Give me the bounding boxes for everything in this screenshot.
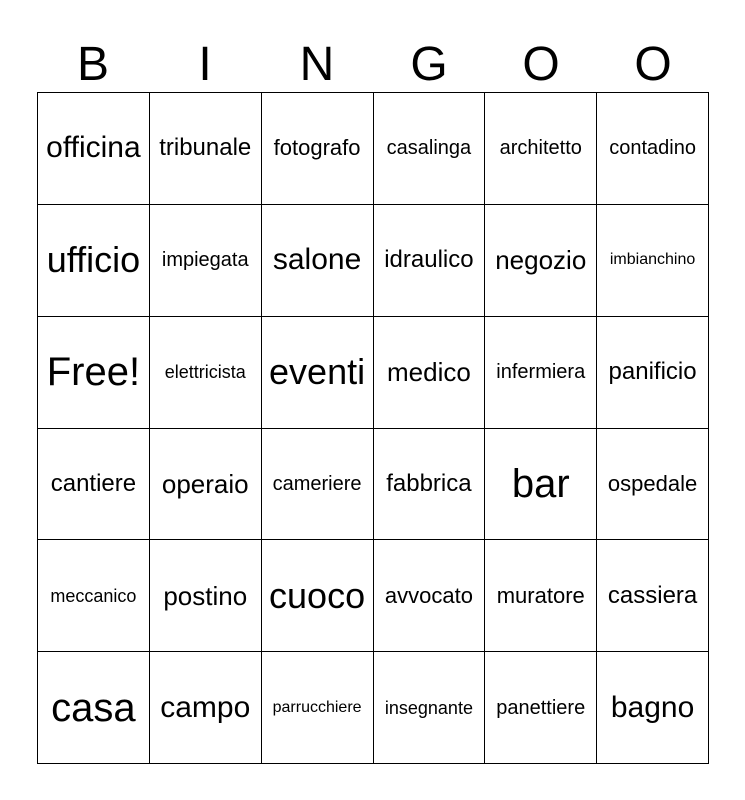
header-letter-n: N	[299, 38, 335, 91]
bingo-cell[interactable]: campo	[150, 652, 262, 764]
bingo-cell[interactable]: idraulico	[374, 205, 486, 317]
bingo-cell[interactable]: panettiere	[485, 652, 597, 764]
bingo-cell[interactable]: eventi	[262, 317, 374, 429]
bingo-cell[interactable]: parrucchiere	[262, 652, 374, 764]
bingo-cell[interactable]: panificio	[597, 317, 709, 429]
bingo-cell[interactable]: casa	[38, 652, 150, 764]
bingo-cell[interactable]: tribunale	[150, 93, 262, 205]
bingo-cell[interactable]: bar	[485, 429, 597, 541]
bingo-cell[interactable]: insegnante	[374, 652, 486, 764]
bingo-cell[interactable]: operaio	[150, 429, 262, 541]
bingo-cell[interactable]: impiegata	[150, 205, 262, 317]
bingo-cell[interactable]: camerie​re	[262, 429, 374, 541]
bingo-board	[37, 92, 709, 764]
header-letter-b: B	[76, 38, 109, 91]
bingo-cell[interactable]: cassiera	[597, 540, 709, 652]
header-letter-o: O	[522, 38, 560, 91]
bingo-cell[interactable]: imbianchino	[597, 205, 709, 317]
bingo-cell[interactable]: ufficio	[38, 205, 150, 317]
bingo-cell[interactable]: cuoco	[262, 540, 374, 652]
bingo-header	[37, 38, 709, 92]
bingo-cell[interactable]: fabbrica	[374, 429, 486, 541]
bingo-cell[interactable]: salone	[262, 205, 374, 317]
header-letter-o-2: O	[634, 38, 672, 91]
bingo-cell[interactable]: medico	[374, 317, 486, 429]
bingo-cell[interactable]: negozio	[485, 205, 597, 317]
bingo-cell[interactable]: elettricista	[150, 317, 262, 429]
bingo-cell[interactable]: fotografo	[262, 93, 374, 205]
bingo-cell[interactable]: casalinga	[374, 93, 486, 205]
bingo-cell-free[interactable]: Free!	[38, 317, 150, 429]
header-letter-i: I	[198, 38, 212, 91]
bingo-cell[interactable]: bagno	[597, 652, 709, 764]
bingo-cell[interactable]: avvocato	[374, 540, 486, 652]
bingo-cell[interactable]: cantiere	[38, 429, 150, 541]
bingo-cell[interactable]: architetto	[485, 93, 597, 205]
bingo-cell[interactable]: ospedale	[597, 429, 709, 541]
bingo-cell[interactable]: muratore	[485, 540, 597, 652]
bingo-cell[interactable]: infermiera	[485, 317, 597, 429]
bingo-cell[interactable]: postino	[150, 540, 262, 652]
header-letter-g: G	[410, 38, 448, 91]
bingo-cell[interactable]: officina	[38, 93, 150, 205]
bingo-cell[interactable]: meccanico	[38, 540, 150, 652]
bingo-cell[interactable]: contadino	[597, 93, 709, 205]
